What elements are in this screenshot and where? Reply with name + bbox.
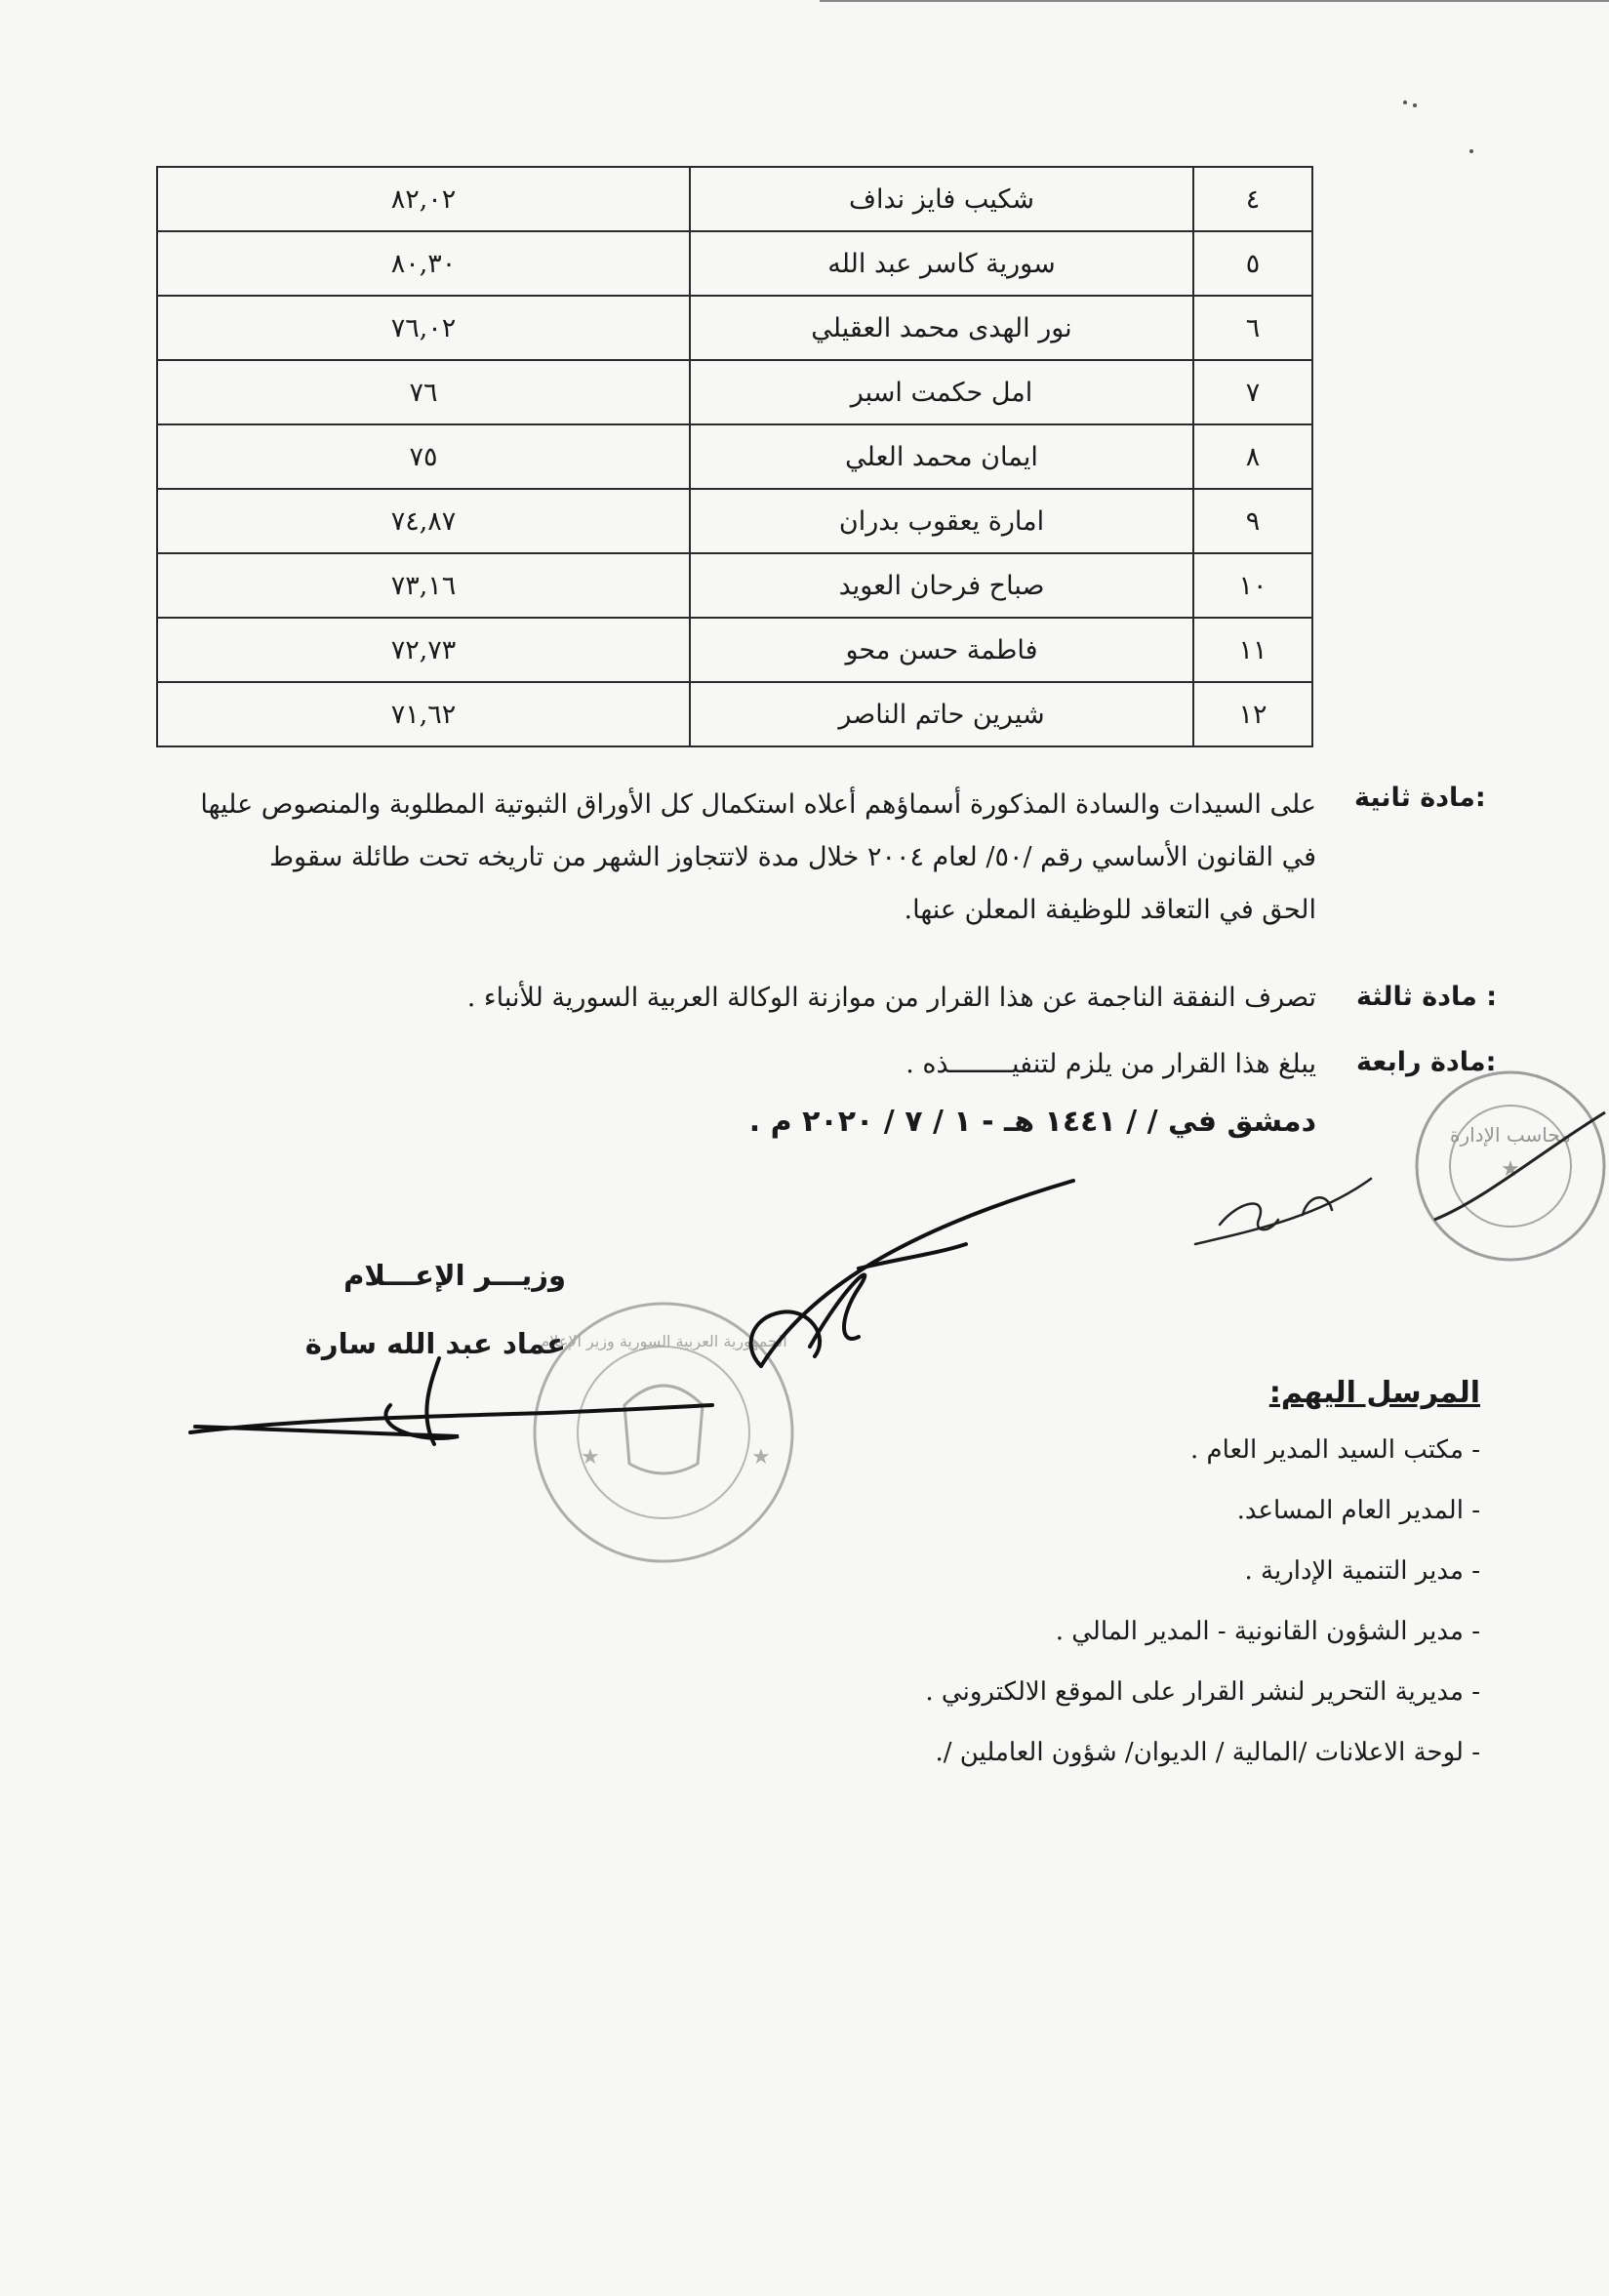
row-number-cell: ٩: [1193, 489, 1312, 553]
eagle-emblem-icon: [624, 1386, 703, 1473]
ministry-stamp-text: محاسب الإدارة: [1449, 1123, 1572, 1147]
row-number-cell: ٤: [1193, 167, 1312, 231]
row-number-cell: ١٠: [1193, 553, 1312, 618]
article-three-text: تصرف النفقة الناجمة عن هذا القرار من موازنة الوكالة العربية السورية للأنباء .: [466, 983, 1316, 1013]
article-two-title: مادة ثانية:: [1354, 783, 1486, 813]
date-line: دمشق في / / ١٤٤١ هـ - ١ / ٧ / ٢٠٢٠ م .: [748, 1105, 1316, 1139]
row-number-cell: ٥: [1193, 231, 1312, 296]
score-cell: ٧٥: [157, 424, 690, 489]
article-two-line-1: على السيدات والسادة المذكورة أسماؤهم أعلاه استكمال كل الأوراق الثبوتية المطلوبة والمنصوص عليها: [200, 789, 1316, 820]
score-cell: ٧٤,٨٧: [157, 489, 690, 553]
recipients-title: المرسل اليهم:: [1268, 1376, 1480, 1410]
row-number-cell: ١١: [1193, 618, 1312, 682]
article-two-line-2: في القانون الأساسي رقم /٥٠/ لعام ٢٠٠٤ خلال مدة لاتتجاوز الشهر من تاريخه تحت طائلة سقوط: [269, 842, 1316, 872]
employee-name-cell: شكيب فايز نداف: [690, 167, 1193, 231]
recipient-item: - مدير التنمية الإدارية .: [1244, 1556, 1480, 1586]
signatory-name: عماد عبد الله سارة: [304, 1327, 566, 1360]
seal-star-left-icon: ★: [581, 1445, 600, 1470]
row-number-cell: ٧: [1193, 360, 1312, 424]
employee-name-cell: شيرين حاتم الناصر: [690, 682, 1193, 746]
article-four-title: مادة رابعة:: [1356, 1047, 1497, 1077]
score-cell: ٧٢,٧٣: [157, 618, 690, 682]
recipient-item: - مكتب السيد المدير العام .: [1190, 1435, 1480, 1465]
employee-name-cell: امارة يعقوب بدران: [690, 489, 1193, 553]
recipient-item: - المدير العام المساعد.: [1236, 1496, 1480, 1525]
recipient-item: - مدير الشؤون القانونية - المدير المالي .: [1055, 1617, 1480, 1646]
recipient-item: - مديرية التحرير لنشر القرار على الموقع الالكتروني .: [925, 1677, 1480, 1707]
score-cell: ٧٦: [157, 360, 690, 424]
article-two-line-3: الحق في التعاقد للوظيفة المعلن عنها.: [904, 895, 1316, 925]
seal-star-right-icon: ★: [751, 1445, 771, 1470]
row-number-cell: ٨: [1193, 424, 1312, 489]
row-number-cell: ١٢: [1193, 682, 1312, 746]
signatory-title: وزيـــر الإعـــلام: [343, 1259, 566, 1292]
article-three-title: مادة ثالثة :: [1356, 982, 1498, 1012]
recipient-item: - لوحة الاعلانات /المالية / الديوان/ شؤون العاملين /.: [935, 1738, 1480, 1767]
employee-name-cell: ايمان محمد العلي: [690, 424, 1193, 489]
employee-name-cell: امل حكمت اسبر: [690, 360, 1193, 424]
ministry-stamp: [1417, 1072, 1604, 1260]
scan-speck-marks: [1403, 101, 1473, 153]
minister-seal: [535, 1304, 792, 1561]
employee-name-cell: نور الهدى محمد العقيلي: [690, 296, 1193, 360]
score-cell: ٨٢,٠٢: [157, 167, 690, 231]
seal-text: الجمهورية العربية السورية وزير الإعلام: [540, 1332, 787, 1350]
score-cell: ٧٦,٠٢: [157, 296, 690, 360]
score-cell: ٧٣,١٦: [157, 553, 690, 618]
initials-signature: [1195, 1179, 1371, 1244]
stamp-star-icon: ★: [1501, 1157, 1520, 1182]
article-four-text: يبلغ هذا القرار من يلزم لتنفيــــــــذه .: [905, 1049, 1316, 1079]
employee-name-cell: سورية كاسر عبد الله: [690, 231, 1193, 296]
employee-name-cell: فاطمة حسن محو: [690, 618, 1193, 682]
minister-signature: [190, 1181, 1073, 1444]
employee-name-cell: صباح فرحان العويد: [690, 553, 1193, 618]
row-number-cell: ٦: [1193, 296, 1312, 360]
score-cell: ٧١,٦٢: [157, 682, 690, 746]
score-cell: ٨٠,٣٠: [157, 231, 690, 296]
